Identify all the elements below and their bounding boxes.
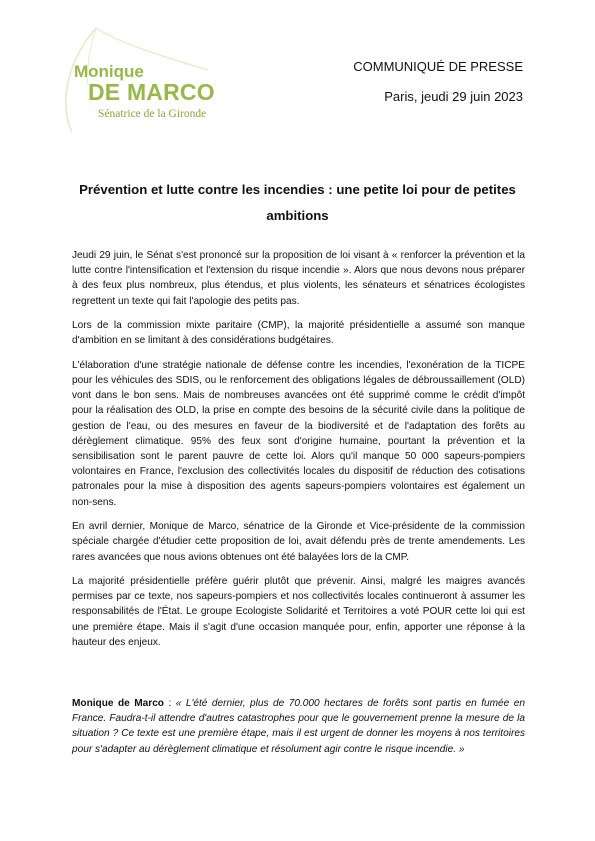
paragraph: La majorité présidentielle préfère guérir plutôt que prévenir. Ainsi, malgré les maigres avancés permises par ce texte, nos sapeurs-pompiers et nos collectivités locales continueront à assumer les responsabilités de l'État. Le groupe Ecologiste Solidarité et Territoires a voté POUR cette loi qui est une première étape. Mais il s'agit d'une occasion manquée pour, enfin, apporter une réponse à la hauteur des enjeux. <box>72 576 525 648</box>
logo-last-name: DE MARCO <box>88 79 215 105</box>
paragraph: En avril dernier, Monique de Marco, sénatrice de la Gironde et Vice-présidente de la commission spéciale chargée d'étudier cette proposition de loi, avait défendu près de trente amendements. Les rares avancées que nous avions obtenues ont été balayées lors de la CMP. <box>72 521 525 563</box>
paragraph: Lors de la commission mixte paritaire (CMP), la majorité présidentielle a assumé son manque d'ambition en se limitant à des considérations budgétaires. <box>72 320 525 347</box>
article-body <box>72 248 525 659</box>
dateline: Paris, jeudi 29 juin 2023 <box>384 89 523 104</box>
quote-text: « L'été dernier, plus de 70.000 hectares de forêts sont partis en fumée en France. Faudra-t-il attendre d'autres catastrophes pour que le gouvernement prenne la mesure de la situation ? Ce texte est une première étape, mais il est urgent de donner les moyens à nos territoires pour s'adapter au dérèglement climatique et résolument agir contre le risque incendie. » <box>72 698 525 755</box>
press-release-label: COMMUNIQUÉ DE PRESSE <box>353 59 523 74</box>
senator-logo <box>58 24 238 134</box>
paragraph: Jeudi 29 juin, le Sénat s'est prononcé sur la proposition de loi visant à « renforcer la prévention et la lutte contre l'intensification et l'extension du risque incendie ». Alors que nous devons nous préparer à des feux plus nombreux, plus étendus, et plus violents, les sénateurs et sénatrices écologistes regrettent un texte qui fait l'apologie des petits pas. <box>72 250 525 307</box>
logo-first-name: Monique <box>74 62 144 81</box>
senator-quote <box>72 696 525 757</box>
quote-speaker: Monique de Marco <box>72 698 164 709</box>
logo-tagline: Sénatrice de la Gironde <box>98 108 207 120</box>
quote-separator: : <box>163 698 176 709</box>
paragraph: L'élaboration d'une stratégie nationale de défense contre les incendies, l'exonération de la TICPE pour les véhicules des SDIS, ou le renforcement des obligations légales de débroussaillement (OLD) vont dans le bon sens. Mais de nombreuses avancées ont été supprimé comme le crédit d'impôt pour la réalisation des OLD, la prise en compte des besoins de la sécurité civile dans la politique de gestion de l'eau, ou des mesures en faveur de la biodiversité et de l'adaptation des forêts au dérèglement climatique. 95% des feux sont d'origine humaine, pourtant la prévention et la sensibilisation sont le parent pauvre de cette loi. Alors qu'il manque 50 000 sapeurs-pompiers volontaires en France, l'exclusion des collectivités locales du dispositif de réduction des cotisations patronales pour la mise à disposition des agents sapeurs-pompiers volontaires est également un non-sens. <box>72 359 525 508</box>
document-title: Prévention et lutte contre les incendies : une petite loi pour de petites ambitions <box>79 182 516 223</box>
